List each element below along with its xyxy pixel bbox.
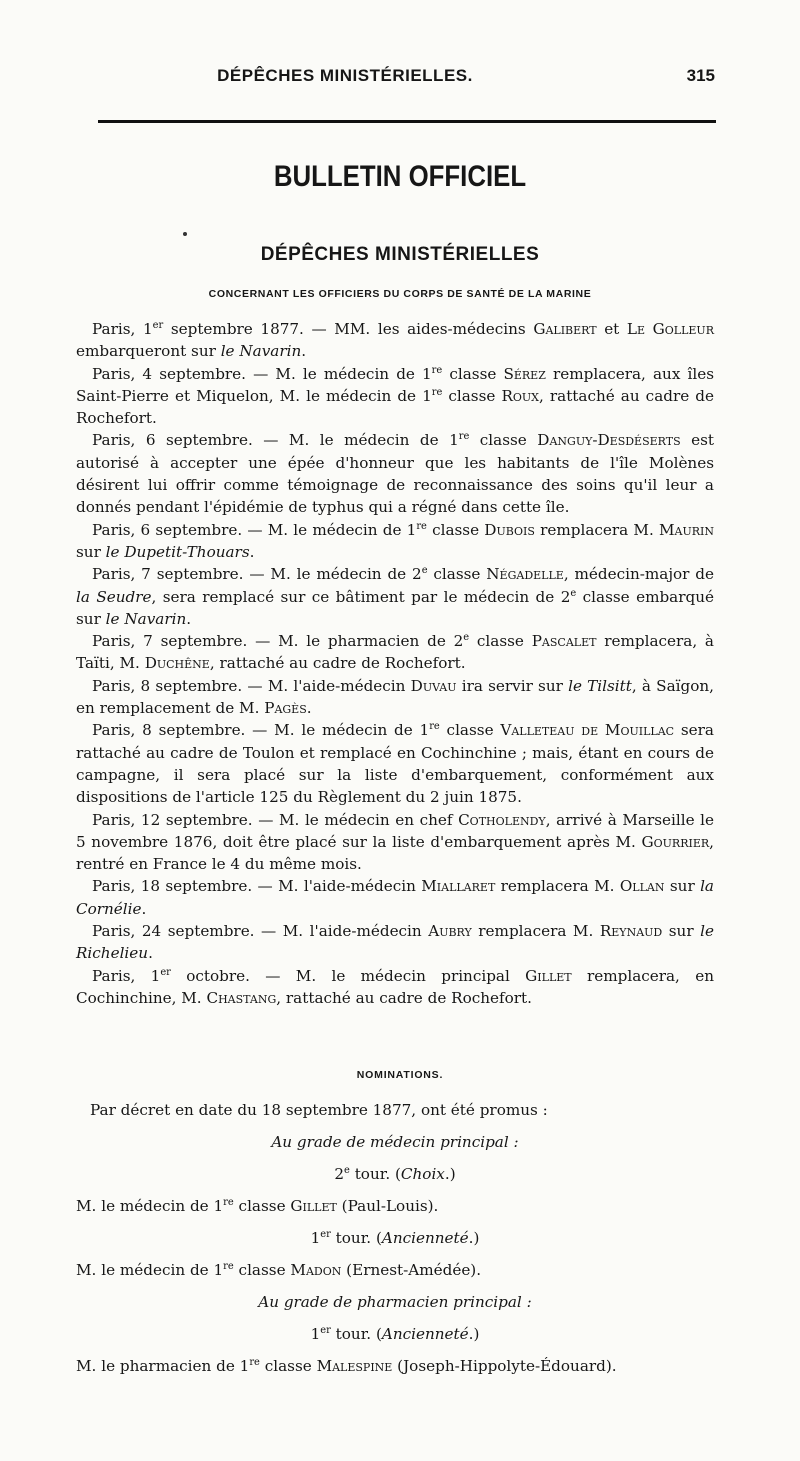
person-name: Duchêne <box>144 654 210 673</box>
text-run: Paris, 12 septembre. — M. le médecin en chef <box>92 810 459 829</box>
text-run: remplacera M. <box>534 520 659 539</box>
text-run: , médecin-major de <box>563 565 715 584</box>
text-run: ira servir sur <box>456 676 569 695</box>
text-run: classe <box>427 565 487 584</box>
superscript: er <box>320 1228 331 1240</box>
text-run: , arrivé à Marseille le 5 novembre 1876, doit être placé sur la liste d'embarquement après M. <box>76 810 714 851</box>
person-name: Négadelle <box>486 565 564 584</box>
italic-text: le Navarin <box>105 609 187 628</box>
superscript: re <box>416 520 427 532</box>
dispatch-paragraph <box>76 719 714 808</box>
person-name: Roux <box>501 386 539 405</box>
superscript: e <box>570 587 577 599</box>
text-run: Paris, 7 septembre. — M. le médecin de 2 <box>92 565 422 584</box>
text-run: Paris, 6 septembre. — M. le médecin de 1 <box>92 520 417 539</box>
superscript: er <box>160 966 171 978</box>
nomination-line <box>76 1254 714 1286</box>
text-run: et <box>596 320 627 338</box>
text-run: Paris, 7 septembre. — M. le pharmacien de 2 <box>92 632 464 651</box>
dispatch-paragraph <box>76 965 714 1010</box>
italic-text: Ancienneté <box>381 1229 469 1247</box>
text-run: tour. ( <box>330 1229 382 1247</box>
text-run: classe <box>442 386 502 405</box>
dispatch-paragraph <box>76 875 714 920</box>
italic-text: le Tilsitt <box>568 676 632 695</box>
text-run: classe <box>469 431 538 450</box>
italic-text: Ancienneté <box>381 1325 469 1343</box>
italic-text: le Navarin <box>220 342 302 361</box>
text-run: sera rattaché au cadre de Toulon et remplacé en Cochinchine ; mais, étant en cours de campagne, il sera placé sur la liste d'embarquement, conformément aux dispositions de l'article 125 du Règlement du 2 juin 1875. <box>76 721 714 807</box>
text-run: est autorisé à accepter une épée d'honneur que les habitants de l'île Molènes désirent lui offrir comme témoignage de reconnaissance des soins qu'il leur a donnés pendant l'épidémie de typhus qui a régné dans cette île. <box>76 431 714 517</box>
nomination-line <box>76 1318 714 1350</box>
text-run: , rattaché au cadre de Rochefort. <box>76 386 714 428</box>
italic-text: la Cornélie <box>76 877 714 918</box>
dispatch-paragraph <box>76 630 714 675</box>
person-name: Miallaret <box>421 877 496 896</box>
text-run: classe <box>259 1357 317 1375</box>
text-run: Paris, 8 septembre. — M. le médecin de 1 <box>92 721 430 740</box>
nominations-list <box>76 1094 714 1382</box>
text-run: (Joseph-Hippolyte-Édouard). <box>392 1357 617 1375</box>
person-name: Chastang <box>206 988 277 1007</box>
running-head <box>75 66 715 96</box>
dispatch-paragraph <box>76 429 714 518</box>
text-run: . <box>301 342 307 361</box>
running-head-title: DÉPÊCHES MINISTÉRIELLES. <box>217 66 473 85</box>
person-name: Madon <box>290 1261 342 1279</box>
ornament-dot <box>183 232 187 236</box>
superscript: re <box>431 386 443 398</box>
nomination-line <box>76 1286 714 1318</box>
text-run: M. le médecin de 1 <box>76 1197 224 1215</box>
text-run: .) <box>444 1165 456 1183</box>
text-run: remplacera M. <box>471 922 600 941</box>
superscript: re <box>223 1196 234 1208</box>
dispatch-paragraph <box>76 363 714 430</box>
person-name: Maurin <box>658 520 714 539</box>
text-run: Par décret en date du 18 septembre 1877, ont été promus : <box>90 1101 548 1119</box>
text-run: . <box>148 944 153 963</box>
superscript: re <box>458 431 470 443</box>
text-run: classe <box>233 1261 291 1279</box>
header-rule <box>98 120 716 123</box>
person-name: Malespine <box>316 1357 393 1375</box>
superscript: er <box>152 319 164 331</box>
text-run: Paris, 24 septembre. — M. l'aide-médecin <box>92 922 429 941</box>
text-run: septembre 1877. — MM. les aides-médecins <box>163 320 534 338</box>
superscript: re <box>249 1356 260 1368</box>
superscript: re <box>429 721 440 733</box>
text-run: tour. ( <box>330 1325 382 1343</box>
text-run: 1 <box>310 1325 321 1343</box>
text-run: embarqueront sur <box>76 342 221 361</box>
superscript: re <box>223 1260 234 1272</box>
text-run: classe <box>442 364 504 383</box>
person-name: Galibert <box>533 320 597 338</box>
text-run: remplacera M. <box>495 877 620 896</box>
person-name: Reynaud <box>599 922 663 941</box>
text-run: , rattaché au cadre de Rochefort. <box>209 654 466 673</box>
person-name: Gillet <box>525 966 572 985</box>
superscript: e <box>421 565 428 577</box>
text-run: M. le médecin de 1 <box>76 1261 224 1279</box>
superscript: e <box>463 632 470 644</box>
text-run: classe <box>469 632 532 651</box>
text-run: . <box>141 899 147 918</box>
text-run: Paris, 18 septembre. — M. l'aide-médecin <box>92 877 422 896</box>
italic-text: le Dupetit-Thouars <box>105 542 250 561</box>
dispatch-paragraph <box>76 675 714 720</box>
nominations-heading: NOMINATIONS. <box>356 1069 444 1081</box>
italic-text: le Richelieu <box>76 922 714 963</box>
person-name: Pagès <box>264 699 307 718</box>
person-name: Gourrier <box>641 832 710 851</box>
text-run: remplacera, à Taïti, M. <box>76 632 714 673</box>
text-run: classe <box>426 520 485 539</box>
text-run: sur <box>662 922 701 941</box>
text-run: . <box>186 609 192 628</box>
text-run: 1 <box>310 1229 321 1247</box>
person-name: Ollan <box>619 877 665 896</box>
text-run: (Paul-Louis). <box>336 1197 439 1215</box>
person-name: Sérez <box>503 364 546 383</box>
person-name: Gillet <box>290 1197 337 1215</box>
text-run: sur <box>664 877 701 896</box>
text-run: .) <box>468 1325 480 1343</box>
italic-text: Au grade de pharmacien principal : <box>258 1293 532 1311</box>
text-run: classe <box>439 721 501 740</box>
text-run: tour. ( <box>349 1165 401 1183</box>
person-name: Cotholendy <box>458 810 546 829</box>
text-run: . <box>306 699 312 718</box>
person-name: Dubois <box>484 520 535 539</box>
person-name: Aubry <box>428 922 472 941</box>
text-run: Paris, 6 septembre. — M. le médecin de 1 <box>92 431 459 450</box>
nomination-line <box>76 1158 714 1190</box>
section-subtitle: CONCERNANT LES OFFICIERS DU CORPS DE SANTÉ DE LA MARINE <box>208 288 592 300</box>
text-run: Paris, 4 septembre. — M. le médecin de 1 <box>92 364 432 383</box>
text-run: Paris, 1 <box>92 966 161 985</box>
text-run: , rentré en France le 4 du même mois. <box>76 832 714 874</box>
nomination-line <box>76 1094 714 1126</box>
person-name: Danguy-Desdéserts <box>537 431 681 450</box>
dispatch-paragraph <box>76 809 714 876</box>
italic-text: Choix <box>400 1165 445 1183</box>
nomination-line <box>76 1126 714 1158</box>
text-run: Paris, 1 <box>92 320 153 338</box>
bulletin-title: BULLETIN OFFICIEL <box>273 160 527 193</box>
nomination-line <box>76 1222 714 1254</box>
dispatch-paragraph <box>76 563 714 630</box>
superscript: re <box>431 364 443 376</box>
text-run: , sera remplacé sur ce bâtiment par le médecin de 2 <box>151 587 571 606</box>
text-run: classe embarqué sur <box>76 587 714 628</box>
dispatch-paragraph <box>76 519 714 564</box>
nomination-line <box>76 1190 714 1222</box>
text-run: , rattaché au cadre de Rochefort. <box>276 988 532 1007</box>
page-number: 315 <box>686 66 715 85</box>
text-run: classe <box>233 1197 291 1215</box>
superscript: er <box>320 1324 331 1336</box>
nomination-line <box>76 1350 714 1382</box>
italic-text: la Seudre <box>76 587 152 606</box>
person-name: Duvau <box>410 676 457 695</box>
person-name: Pascalet <box>531 632 597 651</box>
text-run: 2 <box>334 1165 345 1183</box>
text-run: (Ernest-Amédée). <box>341 1261 482 1279</box>
italic-text: Au grade de médecin principal : <box>271 1133 519 1151</box>
text-run: octobre. — M. le médecin principal <box>170 966 526 985</box>
text-run: .) <box>468 1229 480 1247</box>
text-run: , à Saïgon, en remplacement de M. <box>76 676 714 718</box>
text-run: M. le pharmacien de 1 <box>76 1357 250 1375</box>
text-run: remplacera, en Cochinchine, M. <box>76 966 714 1007</box>
person-name: Le Golleur <box>626 320 714 338</box>
section-title: DÉPÊCHES MINISTÉRIELLES <box>260 244 540 265</box>
dispatch-list <box>76 318 714 1009</box>
text-run: Paris, 8 septembre. — M. l'aide-médecin <box>92 676 411 695</box>
text-run: . <box>249 542 255 561</box>
text-run: remplacera, aux îles Saint-Pierre et Miquelon, M. le médecin de 1 <box>76 364 714 405</box>
dispatch-paragraph <box>76 920 714 965</box>
dispatch-paragraph <box>76 318 714 363</box>
person-name: Valleteau de Mouillac <box>500 721 675 740</box>
text-run: sur <box>76 542 106 561</box>
superscript: e <box>344 1164 350 1176</box>
